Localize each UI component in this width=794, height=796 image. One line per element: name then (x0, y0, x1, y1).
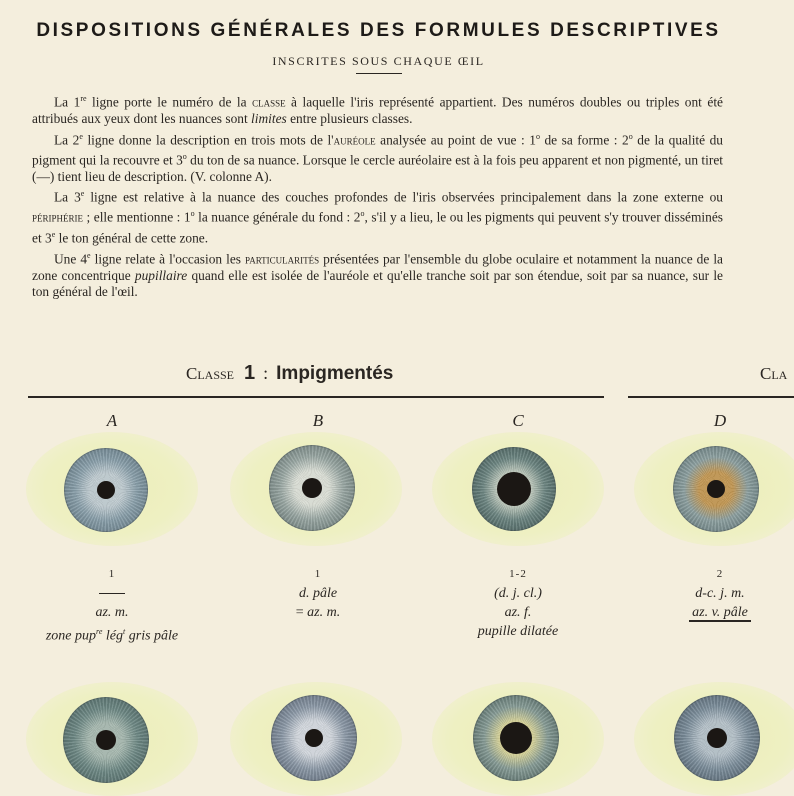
class-label: Classe (186, 364, 235, 383)
formula-a (12, 565, 212, 646)
formula-aureole-line (12, 584, 212, 603)
class-rule-left (28, 396, 604, 398)
column-letter-a: A (106, 411, 118, 430)
formula-particularites-line: zone pup$^{re}$ lég$^t$ gris pâle (45, 627, 179, 644)
pupil-b (302, 478, 322, 498)
column-letter-d: D (713, 411, 727, 430)
pupil-c (497, 472, 531, 506)
pupil-bottom-b (305, 729, 323, 747)
formula-peripherie-line: = az. m. (295, 605, 341, 620)
page-subtitle: INSCRITES SOUS CHAQUE ŒIL (272, 54, 485, 68)
formula-peripherie-line: az. f. (504, 605, 532, 620)
subtitle-underline (356, 73, 402, 74)
intro-paragraph-1: La 1re ligne porte le numéro de la classe à laquelle l'iris représenté appartient. Des numéros doubles ou triples ont été attribués aux yeux dont les nuances sont limites entre plusieurs classes. (32, 94, 723, 127)
intro-paragraph-3: La 3e ligne est relative à la nuance des couches profondes de l'iris observées principalement dans la zone externe ou périphérie ; elle mentionne : 1$^o$ la nuance générale du fond : 2$^o$, s'il y a lieu, le ou les pigments qui peuvent s'y trouver disséminés et 3e le ton général de cette zone. (32, 189, 723, 245)
formula-class-number: 1 (314, 568, 322, 580)
formula-peripherie-line: az. v. pâle (620, 603, 794, 622)
pupil-a (97, 481, 115, 499)
page-title: DISPOSITIONS GÉNÉRALES DES FORMULES DESCRIPTIVES (36, 20, 721, 41)
formula-class-number: 1-2 (509, 568, 527, 580)
formula-b (218, 565, 418, 622)
pupil-bottom-a (96, 730, 116, 750)
next-class-heading: Cla (760, 364, 788, 383)
formula-class-number: 1 (108, 568, 116, 580)
intro-paragraph-4: Une 4e ligne relate à l'occasion les particularités présentées par l'ensemble du globe oculaire et notamment la nuance de la zone concentrique pupillaire quand elle est isolée de l'auréole et qu'elle tranche soit par son étendue, soit par sa nuance, sur le ton général de l'œil. (32, 250, 723, 300)
intro-paragraph-2: La 2e ligne donne la description en trois mots de l'auréole analysée au point de vue : 1$^o$ de sa forme : 2$^o$ de la qualité du pigment qui la recouvre et 3$^o$ du ton de sa nuance. Lorsque le cercle auréolaire est à la fois peu apparent et non pigmenté, un tiret (—) tient lieu de description. (V. colonne A). (32, 131, 724, 184)
formula-aureole-line: d. pâle (298, 586, 338, 601)
formula-d (620, 565, 794, 622)
class-number: 1 (244, 362, 256, 384)
column-letter-c: C (512, 411, 524, 430)
column-letter-b: B (312, 411, 324, 430)
formula-particularites-line: pupille dilatée (477, 624, 559, 639)
formula-peripherie-line: az. m. (95, 605, 129, 620)
formula-class-number: 2 (716, 568, 724, 580)
class-colon: : (263, 363, 269, 383)
dash-placeholder (99, 593, 125, 594)
class-heading (186, 362, 393, 385)
formula-aureole-line: (d. j. cl.) (494, 586, 542, 601)
class-rule-right (628, 396, 794, 398)
pupil-d (707, 480, 725, 498)
formula-aureole-line: d-c. j. m. (695, 586, 745, 601)
pupil-bottom-d (707, 728, 727, 748)
class-name: Impigmentés (276, 363, 394, 384)
pupil-bottom-c (500, 722, 532, 754)
formula-c (418, 565, 618, 641)
intro-text (32, 91, 723, 302)
